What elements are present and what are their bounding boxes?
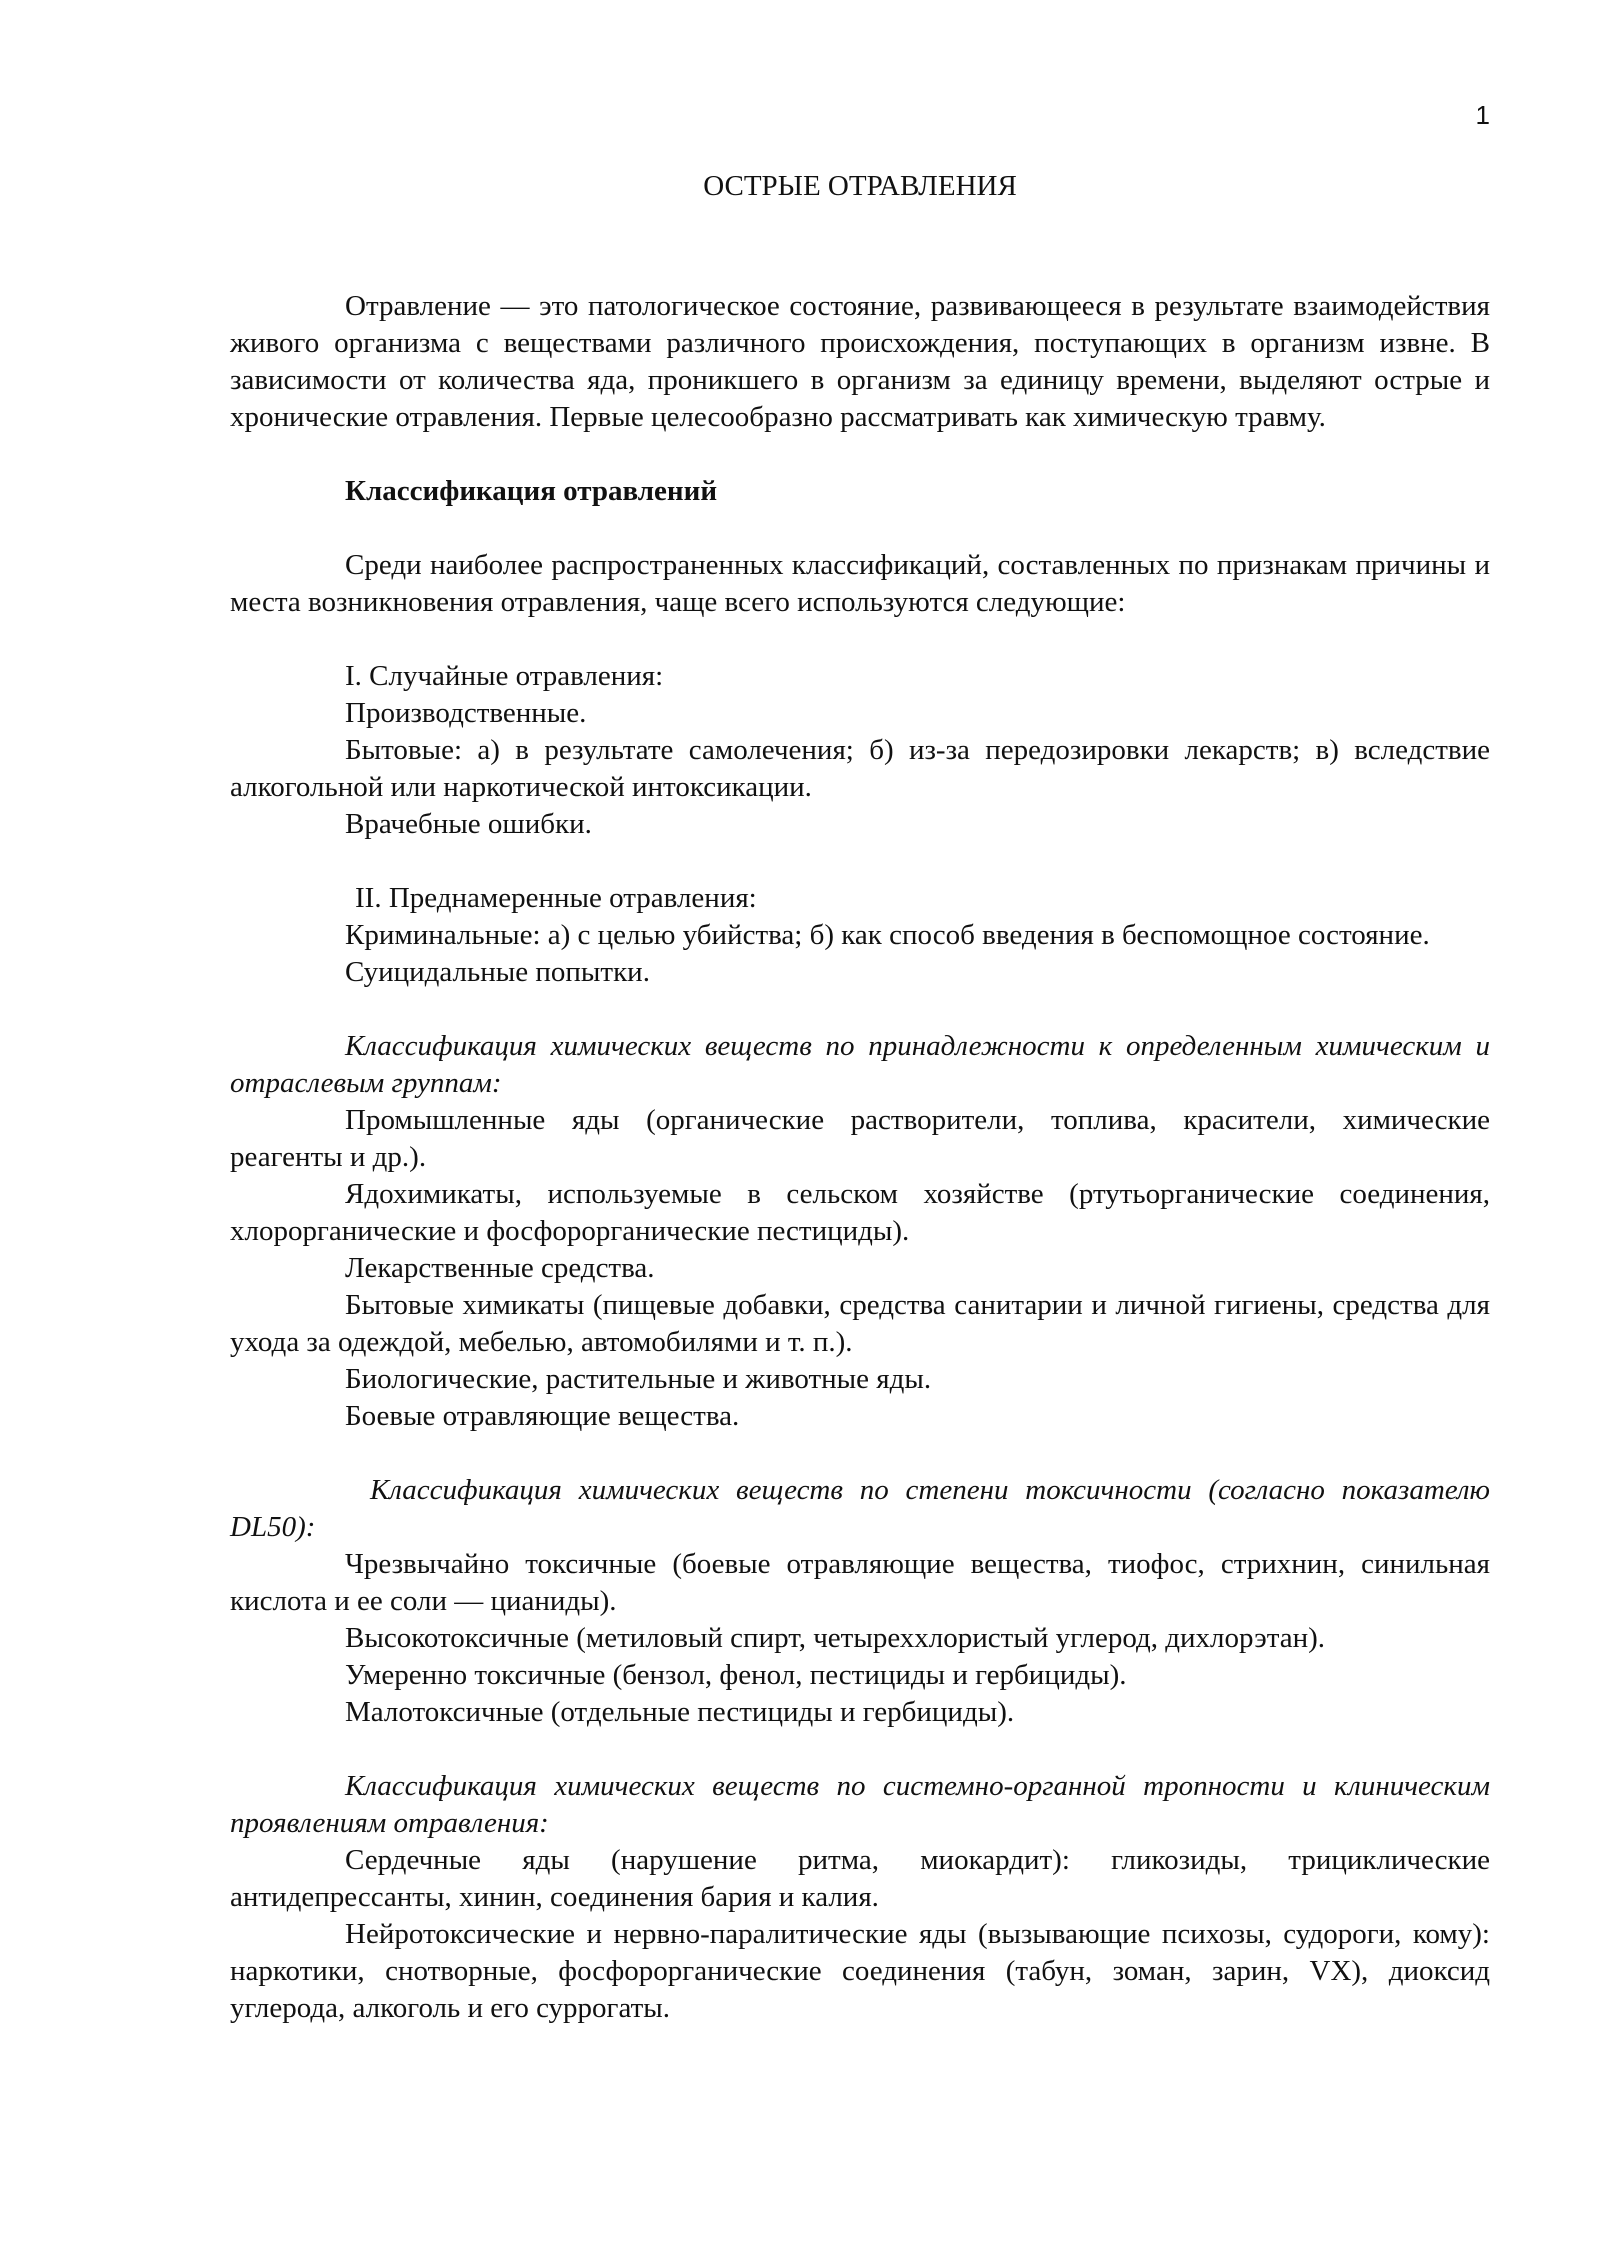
intro-paragraph: Отравление — это патологическое состояние, развивающееся в результате взаимодействия живого организма с веществами различного происхождения, поступающих в организм извне. В зависимости от количества яда, проникшего в организм за единицу времени, выделяют острые и хронические отравления. Первые целесообразно рассматривать как химическую травму. xyxy=(230,290,1490,433)
intentional-title: II. Преднамеренные отравления: xyxy=(355,882,757,914)
group-classification-title: Классификация химических веществ по принадлежности к определенным химическим и отраслевым группам: xyxy=(230,1030,1490,1099)
page-number: 1 xyxy=(1475,100,1490,130)
list-item: Умеренно токсичные (бензол, фенол, пестициды и гербициды). xyxy=(345,1659,1127,1691)
spacer xyxy=(230,1731,1490,1768)
classification-lead: Среди наиболее распространенных классификаций, составленных по признакам причины и места возникновения отравления, чаще всего используются следующие: xyxy=(230,549,1490,618)
list-item: Лекарственные средства. xyxy=(345,1252,655,1284)
toxicity-classification-title: Классификация химических веществ по степени токсичности (согласно показателю DL50): xyxy=(230,1474,1490,1543)
list-item: Нейротоксические и нервно-паралитические яды (вызывающие психозы, судороги, кому): наркотики, снотворные, фосфорорганические соединения (табун, зоман, зарин, VX), диоксид углерода, алкоголь и его суррогаты. xyxy=(230,1918,1490,2024)
list-item: Сердечные яды (нарушение ритма, миокардит): гликозиды, трициклические антидепрессанты, хинин, соединения бария и калия. xyxy=(230,1844,1490,1913)
list-item: Промышленные яды (органические растворители, топлива, красители, химические реагенты и др.). xyxy=(230,1104,1490,1173)
section-heading-classification: Классификация отравлений xyxy=(345,475,718,507)
document-body xyxy=(230,168,1490,2027)
list-item: Малотоксичные (отдельные пестициды и гербициды). xyxy=(345,1696,1015,1728)
document-title: ОСТРЫЕ ОТРАВЛЕНИЯ xyxy=(703,170,1017,202)
list-item: Криминальные: а) с целью убийства; б) как способ введения в беспомощное состояние. xyxy=(345,919,1430,951)
list-item: Высокотоксичные (метиловый спирт, четыреххлористый углерод, дихлорэтан). xyxy=(345,1622,1326,1654)
list-item: Врачебные ошибки. xyxy=(345,808,592,840)
spacer xyxy=(230,1435,1490,1472)
accidental-title: I. Случайные отравления: xyxy=(345,660,664,692)
list-item: Чрезвычайно токсичные (боевые отравляющие вещества, тиофос, стрихнин, синильная кислота и ее соли — цианиды). xyxy=(230,1548,1490,1617)
list-item: Ядохимикаты, используемые в сельском хозяйстве (ртутьорганические соединения, хлорорганические и фосфорорганические пестициды). xyxy=(230,1178,1490,1247)
list-item: Боевые отравляющие вещества. xyxy=(345,1400,740,1432)
list-item: Производственные. xyxy=(345,697,587,729)
list-item: Бытовые: а) в результате самолечения; б) из-за передозировки лекарств; в) вследствие алкогольной или наркотической интоксикации. xyxy=(230,734,1490,803)
spacer xyxy=(230,843,1490,880)
spacer xyxy=(230,436,1490,473)
list-item: Суицидальные попытки. xyxy=(345,956,650,988)
list-item: Биологические, растительные и животные яды. xyxy=(345,1363,932,1395)
organ-classification-title: Классификация химических веществ по системно-органной тропности и клиническим проявлениям отравления: xyxy=(230,1770,1490,1839)
list-item: Бытовые химикаты (пищевые добавки, средства санитарии и личной гигиены, средства для ухода за одеждой, мебелью, автомобилями и т. п.). xyxy=(230,1289,1490,1358)
spacer xyxy=(230,991,1490,1028)
spacer xyxy=(230,510,1490,547)
spacer xyxy=(230,621,1490,658)
